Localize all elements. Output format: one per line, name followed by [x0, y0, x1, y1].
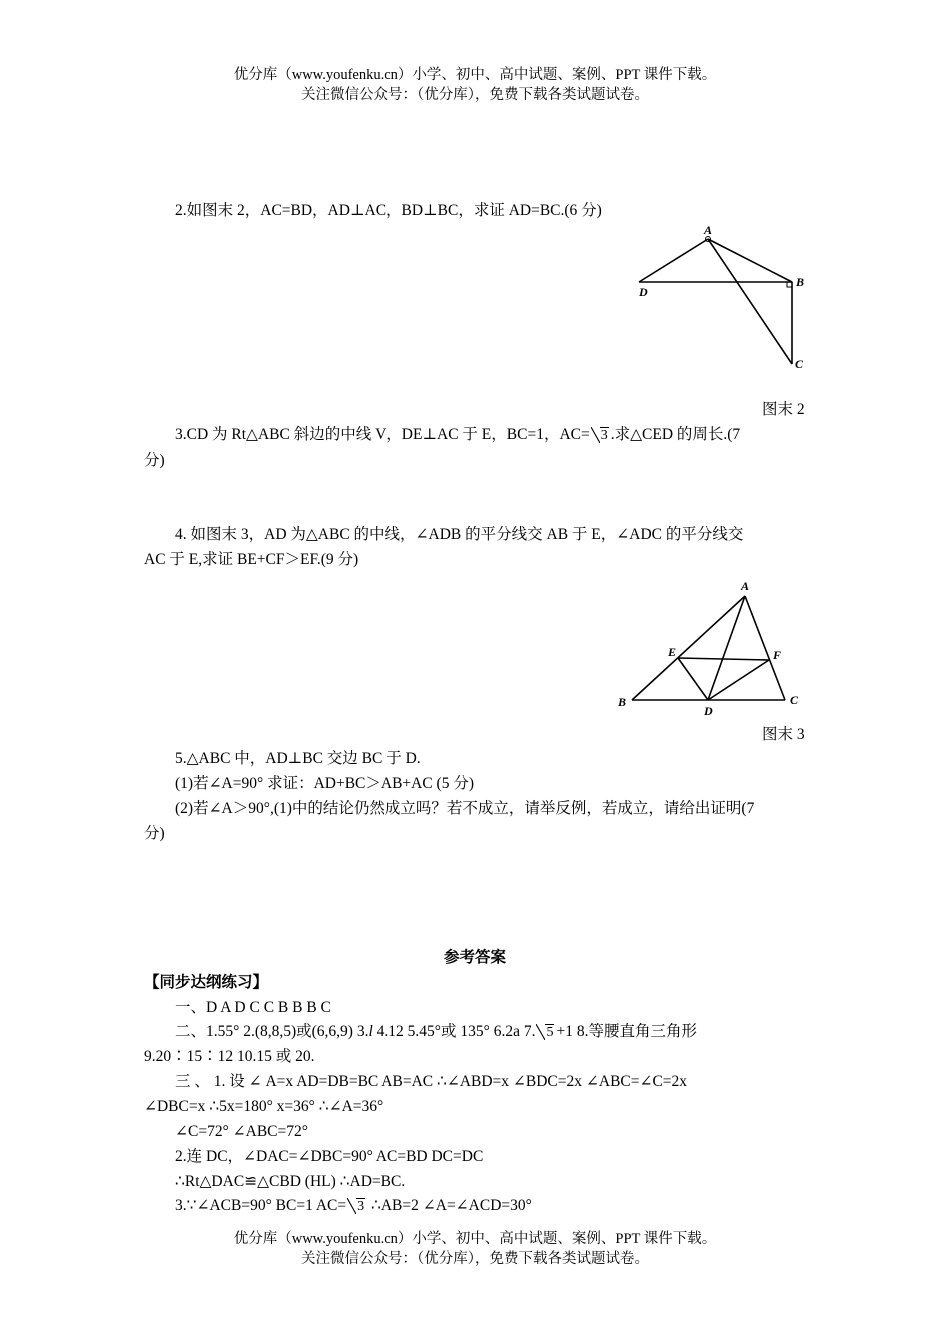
fig2-label-A: A — [704, 223, 713, 237]
fig3-label-F: F — [773, 648, 782, 662]
question-5-part-1: (1)若∠A=90° 求证：AD+BC＞AB+AC (5 分) — [175, 775, 475, 792]
figure-3-caption: 图末 3 — [762, 726, 805, 743]
sqrt-symbol — [536, 1022, 554, 1043]
question-4-text-cont: AC 于 E,求证 BE+CF＞EF.(9 分) — [144, 551, 359, 568]
figure-3-diagram — [610, 576, 810, 721]
answers-line-8: ∴Rt△DAC≌△CBD (HL) ∴AD=BC. — [175, 1173, 406, 1190]
sqrt-radicand: 3 — [600, 428, 608, 443]
fig3-segment-AD — [708, 596, 745, 700]
page-footer-line2: 关注微信公众号：（优分库），免费下载各类试题试卷。 — [301, 1251, 649, 1267]
question-3-text — [175, 425, 740, 446]
fig3-label-A: A — [741, 579, 750, 593]
fig3-label-D: D — [704, 704, 713, 718]
fig3-segment-ED — [678, 658, 708, 700]
answers-line-2-a: 二、1.55° 2.(8,8,5)或(6,6,9) 3. — [175, 1023, 369, 1040]
fig3-label-C: C — [790, 693, 799, 707]
question-2-text: 2.如图末 2，AC=BD，AD⊥AC，BD⊥BC，求证 AD=BC.(6 分) — [175, 202, 602, 219]
page-header-line2: 关注微信公众号：（优分库），免费下载各类试题试卷。 — [301, 87, 649, 103]
answers-line-2-b: 4.12 5.45°或 135° 6.2a 7. — [372, 1023, 536, 1040]
fig3-label-B: B — [618, 695, 627, 709]
fig3-segment-FD — [708, 660, 769, 700]
question-5-text: 5.△ABC 中，AD⊥BC 交边 BC 于 D. — [175, 750, 421, 767]
answers-line-4: 三 、 1. 设 ∠ A=x AD=DB=BC AB=AC ∴∠ABD=x ∠BDC=2x ∠ABC=∠C=2x — [175, 1073, 688, 1090]
fig2-label-B: B — [796, 275, 805, 289]
page-header-line1: 优分库（www.youfenku.cn）小学、初中、高中试题、案例、PPT 课件下载。 — [233, 67, 717, 83]
figure-2-diagram — [630, 222, 810, 372]
fig2-segment-AD — [639, 239, 708, 282]
sqrt-radicand: 5 — [546, 1025, 554, 1040]
fig3-segment-AB — [632, 596, 745, 700]
question-4-text: 4. 如图末 3，AD 为△ABC 的中线，∠ADB 的平分线交 AB 于 E，∠ADC 的平分线交 — [175, 526, 744, 543]
answers-line-2 — [175, 1022, 697, 1043]
answers-line-6: ∠C=72° ∠ABC=72° — [175, 1123, 308, 1140]
answers-line-5: ∠DBC=x ∴5x=180° x=36° ∴∠A=36° — [144, 1098, 384, 1115]
answers-section-heading: 【同步达纲练习】 — [144, 974, 269, 991]
page-footer-line1: 优分库（www.youfenku.cn）小学、初中、高中试题、案例、PPT 课件下载。 — [233, 1231, 717, 1247]
answers-line-1: 一、D A D C C B B B C — [175, 999, 331, 1016]
question-3-text-a: 3.CD 为 Rt△ABC 斜边的中线 V，DE⊥AC 于 E，BC=1，AC= — [175, 426, 590, 443]
sqrt-symbol — [347, 1196, 365, 1217]
question-5-part-2: (2)若∠A＞90°,(1)中的结论仍然成立吗？若不成立，请举反例，若成立，请给出证明(7 — [175, 800, 755, 817]
fig3-segment-EF — [678, 658, 769, 660]
answers-title: 参考答案 — [443, 949, 506, 966]
figure-2-caption: 图末 2 — [762, 401, 805, 418]
answers-line-9-a: 3.∵∠ACB=90° BC=1 AC= — [175, 1197, 347, 1214]
question-3-text-cont: 分) — [144, 452, 165, 469]
answers-line-3: 9.20∶15∶12 10.15 或 20. — [144, 1048, 315, 1065]
answers-line-9 — [175, 1196, 532, 1217]
fig2-label-D: D — [639, 285, 648, 299]
sqrt-radicand: 3 — [357, 1199, 365, 1214]
fig3-label-E: E — [668, 645, 677, 659]
answers-line-2-c: +1 8.等腰直角三角形 — [556, 1023, 697, 1040]
fig2-label-C: C — [795, 357, 804, 371]
answers-line-9-b: ∴AB=2 ∠A=∠ACD=30° — [367, 1197, 532, 1214]
fig2-segment-AC — [708, 239, 792, 364]
question-3-text-b: .求△CED 的周长.(7 — [610, 426, 741, 443]
question-5-part-2-cont: 分) — [144, 825, 165, 842]
answers-line-7: 2.连 DC，∠DAC=∠DBC=90° AC=BD DC=DC — [175, 1148, 484, 1165]
sqrt-symbol — [591, 425, 609, 446]
answers-line-2-italic: l — [368, 1023, 373, 1040]
fig2-segment-AB — [708, 239, 792, 282]
